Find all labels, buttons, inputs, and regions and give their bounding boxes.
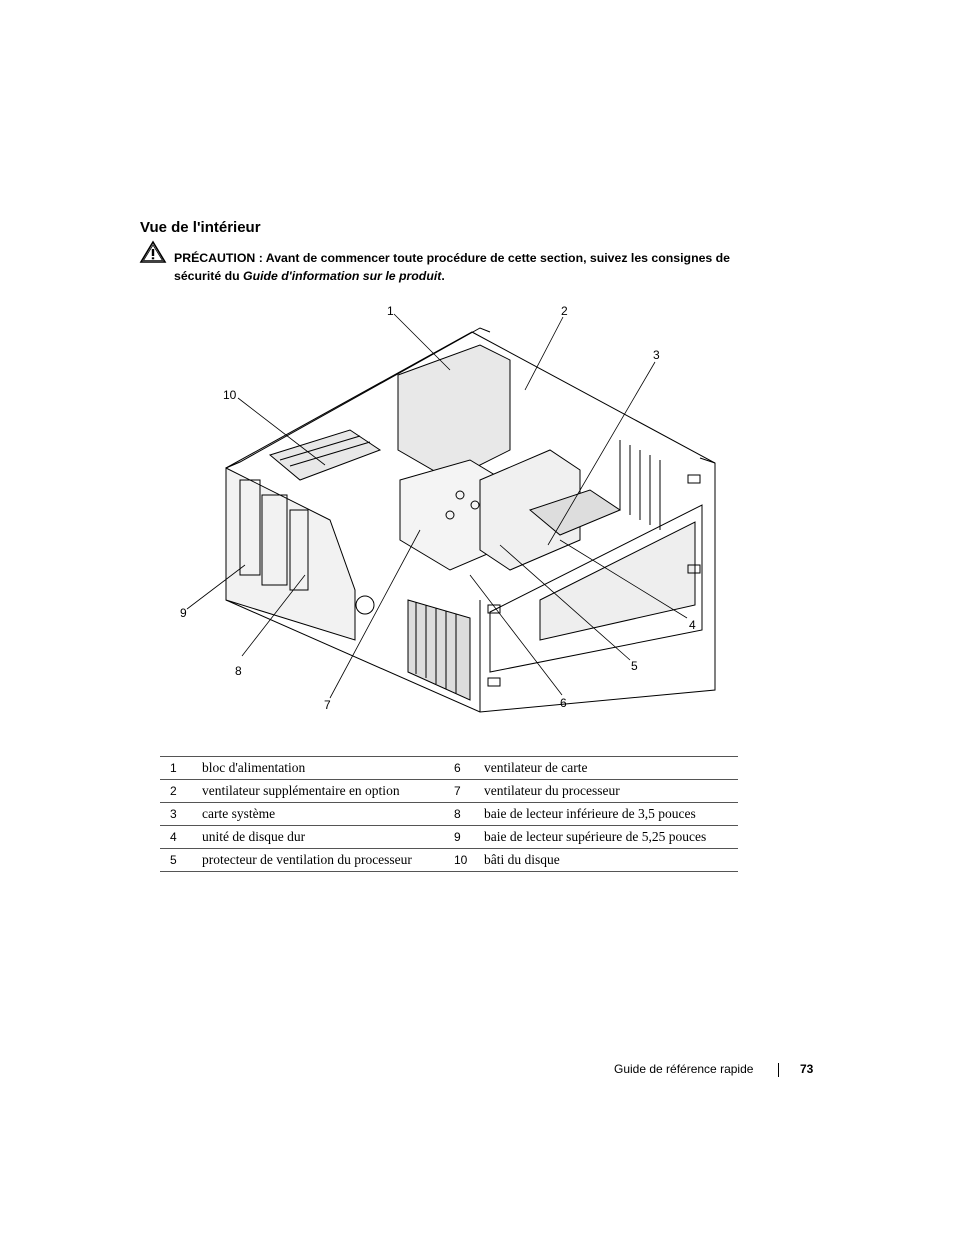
- legend-number: 5: [160, 849, 202, 872]
- caution-text: Avant de commencer toute procédure de cette section, suivez les consignes de sécurité du: [174, 251, 731, 283]
- caution-reference: Guide d'information sur le produit: [243, 269, 442, 283]
- caution-label: PRÉCAUTION :: [174, 251, 263, 265]
- legend-number: 2: [160, 780, 202, 803]
- footer-separator: [778, 1063, 779, 1077]
- legend-label: bâti du disque: [484, 849, 738, 872]
- legend-number: 10: [450, 849, 484, 872]
- callout-3: 3: [653, 348, 660, 362]
- legend-label: ventilateur du processeur: [484, 780, 738, 803]
- callout-2: 2: [561, 304, 568, 318]
- table-row: [160, 757, 738, 780]
- legend-label: carte système: [202, 803, 450, 826]
- legend-number: 7: [450, 780, 484, 803]
- legend-label: unité de disque dur: [202, 826, 450, 849]
- callout-8: 8: [235, 664, 242, 678]
- table-row: [160, 826, 738, 849]
- legend-number: 1: [160, 757, 202, 780]
- callout-7: 7: [324, 698, 331, 712]
- legend-label: bloc d'alimentation: [202, 757, 450, 780]
- legend-number: 9: [450, 826, 484, 849]
- table-row: [160, 780, 738, 803]
- footer-title: Guide de référence rapide: [614, 1062, 754, 1076]
- legend-number: 8: [450, 803, 484, 826]
- legend-number: 4: [160, 826, 202, 849]
- section-heading: Vue de l'intérieur: [140, 219, 261, 236]
- legend-label: baie de lecteur inférieure de 3,5 pouces: [484, 803, 738, 826]
- warning-triangle-icon: [139, 240, 167, 264]
- legend-label: protecteur de ventilation du processeur: [202, 849, 450, 872]
- callout-4: 4: [689, 618, 696, 632]
- legend-label: ventilateur de carte: [484, 757, 738, 780]
- callout-10: 10: [223, 388, 237, 402]
- table-row: [160, 803, 738, 826]
- callout-9: 9: [180, 606, 187, 620]
- callout-6: 6: [560, 696, 567, 710]
- page-number: 73: [800, 1062, 814, 1076]
- table-row: [160, 849, 738, 872]
- callout-5: 5: [631, 659, 638, 673]
- computer-interior-figure: [150, 300, 750, 720]
- callout-1: 1: [387, 304, 394, 318]
- legend-table: [160, 756, 738, 872]
- caution-note: [174, 249, 734, 285]
- caution-end: .: [441, 269, 445, 283]
- legend-label: baie de lecteur supérieure de 5,25 pouces: [484, 826, 738, 849]
- legend-number: 3: [160, 803, 202, 826]
- legend-label: ventilateur supplémentaire en option: [202, 780, 450, 803]
- legend-number: 6: [450, 757, 484, 780]
